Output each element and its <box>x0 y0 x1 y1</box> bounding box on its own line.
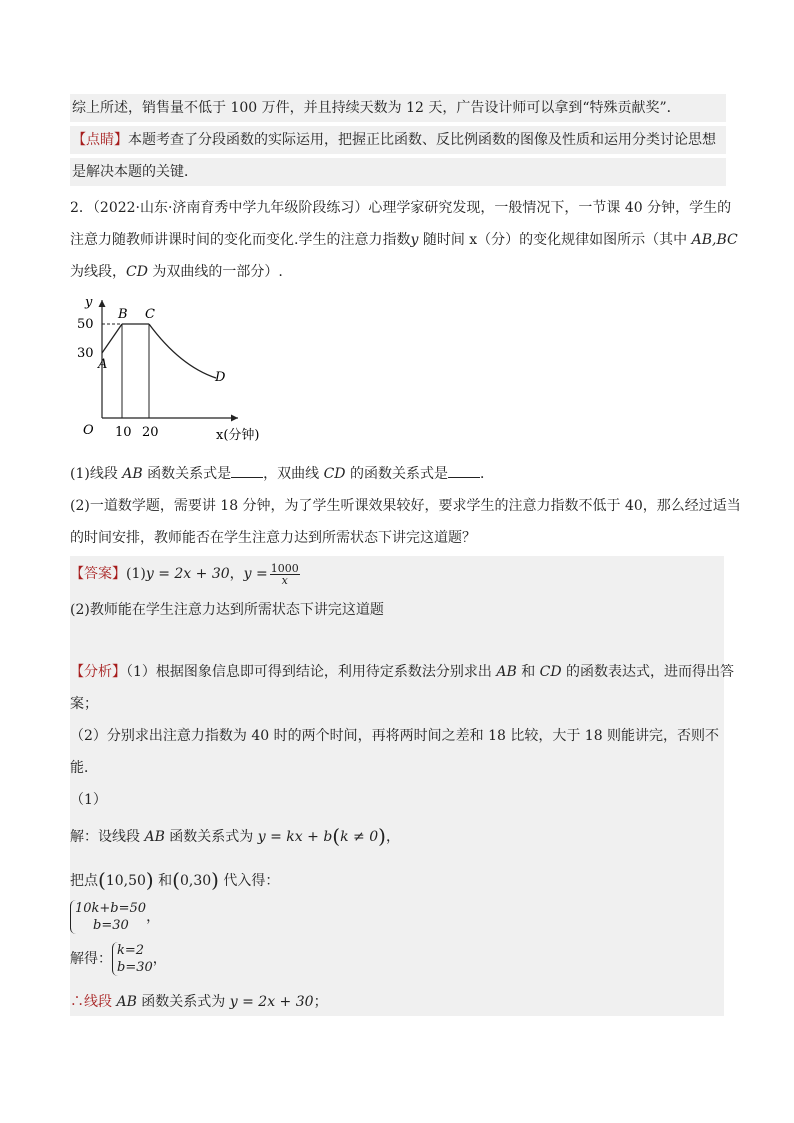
answer-line-1 <box>70 560 724 588</box>
q1-text-a: (1)线段 <box>70 466 123 482</box>
system-2-eq-2: b=30 <box>117 960 153 975</box>
analysis-text-2: 案； <box>70 696 98 712</box>
comment-text: 本题考查了分段函数的实际运用，把握正比函数、反比例函数的图像及性质和运用分类讨论思想 <box>128 132 716 148</box>
solution-var-ab: AB <box>144 829 165 845</box>
analysis-text-3: （2）分别求出注意力指数为 40 时的两个时间，再将两时间之差和 18 比较，大于 18 则能讲完，否则不 <box>70 728 720 744</box>
q1-text-c: ，双曲线 <box>263 466 324 482</box>
solve-label: 解得： <box>70 951 112 967</box>
paren-close: ) <box>211 868 219 892</box>
analysis-text-1a: （1）根据图象信息即可得到结论，利用待定系数法分别求出 <box>126 664 497 680</box>
analysis-line-4 <box>70 758 724 778</box>
y-axis-label: y <box>85 295 93 310</box>
x-tick-10: 10 <box>115 425 132 440</box>
question-line-3 <box>70 262 724 282</box>
y-tick-50: 50 <box>77 317 94 332</box>
question-text-2b: 随时间 x（分）的变化规律如图所示（其中 <box>418 232 692 248</box>
q1-var-cd: CD <box>323 466 346 482</box>
analysis-line-3 <box>70 726 724 746</box>
q1-var-ab: AB <box>122 466 143 482</box>
conclusion-line <box>70 94 726 122</box>
solution-text-a: 解：设线段 <box>70 829 145 845</box>
system-1-eq-1: 10k+b=50 <box>75 901 147 916</box>
conclusion-end: ； <box>313 994 328 1010</box>
sub-text-a: 把点 <box>70 873 98 889</box>
analysis-text-4: 能． <box>70 760 98 776</box>
comment-line-1 <box>70 126 726 154</box>
system-2-eq-1: k=2 <box>117 943 145 958</box>
equation-system-2 <box>112 942 153 976</box>
point-d-label: D <box>215 370 226 385</box>
solution-part-1-label <box>70 790 724 810</box>
answer-tag: 【答案】 <box>70 566 126 582</box>
equation-system-1 <box>70 900 146 934</box>
point-10-50: 10,50 <box>105 873 146 889</box>
analysis-line-1 <box>70 662 735 682</box>
fraction-denominator: x <box>281 573 288 587</box>
analysis-text-1c: 的函数表达式，进而得出答 <box>561 664 735 680</box>
answer-2-text: (2)教师能在学生注意力达到所需状态下讲完这道题 <box>70 602 384 618</box>
attention-graph <box>70 290 270 450</box>
paren-open: ( <box>332 824 341 848</box>
analysis-var-cd: CD <box>539 664 562 680</box>
analysis-var-ab: AB <box>496 664 517 680</box>
analysis-line-2 <box>70 694 724 714</box>
solution-condition: k ≠ 0 <box>340 829 379 845</box>
subquestion-1 <box>70 464 724 484</box>
system-2-end: ， <box>152 951 167 967</box>
analysis-tag: 【分析】 <box>70 664 126 680</box>
analysis-text-1b: 和 <box>516 664 540 680</box>
conclusion-var-ab: AB <box>116 994 137 1010</box>
system-2-line <box>70 942 724 976</box>
answer-1-sep: ， <box>229 566 244 582</box>
var-cd: CD <box>126 264 148 280</box>
paren-close: ) <box>378 824 386 848</box>
y-tick-30: 30 <box>77 346 94 361</box>
x-axis-label: x(分钟) <box>216 428 260 443</box>
system-1-end: ， <box>146 909 161 925</box>
sub-text-b: 和 <box>153 873 173 889</box>
q1-text-e: ． <box>479 466 494 482</box>
sub-text-c: 代入得： <box>218 873 280 889</box>
answer-1-y: y = <box>243 566 268 582</box>
conclusion-text-b: 函数关系式为 <box>136 994 230 1010</box>
paren-open: ( <box>98 868 106 892</box>
subquestion-2-line-1 <box>70 496 741 516</box>
answer-1-prefix: (1) <box>126 566 146 582</box>
var-ab-bc: AB,BC <box>691 232 738 248</box>
origin-label: O <box>83 423 94 438</box>
q2-text-1: (2)一道数学题，需要讲 18 分钟，为了学生听课效果较好，要求学生的注意力指数不低于 40，那么经过适当 <box>70 498 741 514</box>
answer-blank-1[interactable] <box>231 465 263 478</box>
substitution-line <box>70 870 724 891</box>
curve-cd <box>149 324 216 378</box>
comment-line-2 <box>70 158 726 186</box>
paren-close: ) <box>145 868 154 892</box>
solution-text-b: 函数关系式为 <box>164 829 258 845</box>
conclusion-ab-line <box>70 992 724 1012</box>
answer-1-fraction <box>270 563 300 586</box>
q2-text-2: 的时间安排，教师能否在学生注意力达到所需状态下讲完这道题？ <box>70 530 476 546</box>
answer-line-2 <box>70 598 724 622</box>
solution-setup-line <box>70 826 724 847</box>
system-1-line <box>70 900 724 934</box>
comment-text-2: 是解决本题的关键． <box>72 164 198 180</box>
system-1-eq-2: b=30 <box>93 918 129 933</box>
point-0-30: 0,30 <box>179 873 212 889</box>
question-text-2a: 注意力随教师讲课时间的变化而变化.学生的注意力指数 <box>70 232 411 248</box>
subquestion-2-line-2 <box>70 528 724 548</box>
question-line-1 <box>70 198 732 218</box>
answer-1-eq-ab: y = 2x + 30 <box>145 566 230 582</box>
answer-blank-2[interactable] <box>448 465 480 478</box>
question-text-3b: 为双曲线的一部分）. <box>147 264 283 280</box>
segment-ab <box>102 324 122 353</box>
point-c-label: C <box>145 307 155 322</box>
q1-text-d: 的函数关系式是 <box>345 466 448 482</box>
question-text-1: 2．（2022·山东·济南育秀中学九年级阶段练习）心理学家研究发现，一般情况下，一节课 40 分钟，学生的 <box>70 200 732 216</box>
question-line-2 <box>70 230 738 250</box>
point-b-label: B <box>118 307 128 322</box>
conclusion-text-a: ∴线段 <box>70 994 117 1010</box>
part-1-label: （1） <box>70 792 107 808</box>
question-text-3a: 为线段， <box>70 264 126 280</box>
paren-open: ( <box>172 868 180 892</box>
x-tick-20: 20 <box>142 425 159 440</box>
comment-tag: 【点睛】 <box>72 132 128 148</box>
solution-equation: y = kx + b <box>257 829 333 845</box>
q1-text-b: 函数关系式是 <box>142 466 232 482</box>
point-a-label: A <box>98 357 108 372</box>
conclusion-text: 综上所述，销售量不低于 100 万件，并且持续天数为 12 天，广告设计师可以拿到“特殊贡献奖”． <box>72 100 681 116</box>
solution-text-end: ， <box>385 829 400 845</box>
fraction-numerator: 1000 <box>270 561 299 575</box>
conclusion-equation: y = 2x + 30 <box>229 994 314 1010</box>
var-y: y <box>410 232 419 248</box>
